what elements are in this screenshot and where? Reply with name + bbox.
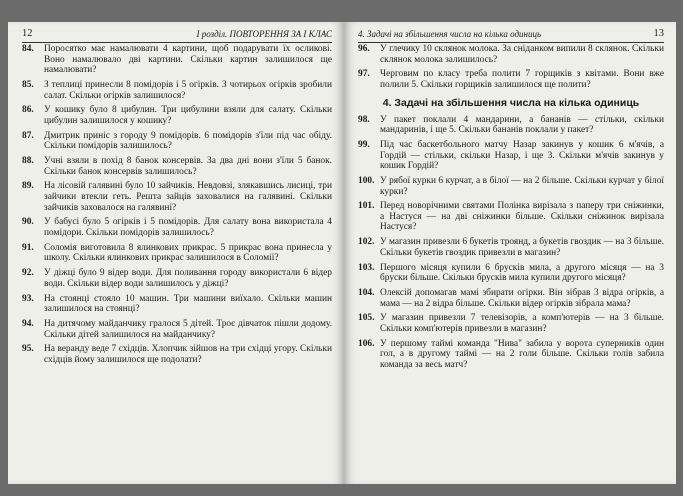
problem-104 (358, 288, 664, 309)
problem-number: 89. (22, 181, 34, 192)
problem-102 (358, 237, 664, 258)
problem-number: 97. (358, 69, 370, 80)
problem-text: На стоянці стояло 10 машин. Три машини виїхало. Скільки машин залишилося на стоянці? (44, 293, 332, 315)
problem-number: 93. (22, 293, 34, 304)
problem-88 (22, 156, 332, 177)
problem-93 (22, 294, 332, 315)
problem-text: З теплиці принесли 8 помідорів і 5 огірків. З чотирьох огірків зробили салат. Скільки огірків залишилося? (44, 79, 332, 101)
problem-number: 90. (22, 217, 34, 228)
right-page (344, 22, 676, 484)
problem-103 (358, 263, 664, 284)
problem-99 (358, 140, 664, 172)
problem-98 (358, 115, 664, 136)
problem-number: 104. (358, 288, 375, 298)
problem-91 (22, 243, 332, 264)
problem-text: У пакет поклали 4 мандарини, а бананів — стільки, скільки мандаринів, і ще 5. Скільки бананів поклали у пакет? (380, 114, 664, 136)
problem-number: 86. (22, 105, 34, 116)
problem-105 (358, 313, 664, 334)
problem-text: Соломія виготовила 8 ялинкових прикрас. 5 прикрас вона принесла у школу. Скільки ялинкових прикрас залишилося в Соломії? (44, 242, 332, 264)
problem-101 (358, 201, 664, 233)
problem-text: Черговим по класу треба полити 7 горщиків з квітами. Вони вже полили 5. Скільки горщиків залишилося ще полити? (380, 69, 664, 90)
problem-97 (358, 69, 664, 90)
problem-89 (22, 181, 332, 213)
left-page-header (22, 28, 332, 43)
problem-87 (22, 131, 332, 152)
problem-number: 85. (22, 79, 34, 90)
problem-96 (358, 44, 664, 65)
problem-text: Першого місяця купили 6 брусків мила, а другого місяця — на 3 бруски більше. Скільки брусків мила купили другого місяця? (380, 262, 664, 284)
problem-text: У кошику було 8 цибулин. Три цибулини взяли для салату. Скільки цибулин залишилося у кошику? (44, 105, 332, 126)
running-title: 4. Задачі на збільшення числа на кілька одиниць (358, 29, 542, 39)
problem-100 (358, 176, 664, 197)
right-page-content (358, 44, 664, 375)
problem-86 (22, 105, 332, 126)
problem-90 (22, 217, 332, 238)
problem-text: На лісовій галявині було 10 зайчиків. Невдовзі, злякавшись лисиці, три зайчики втекли геть. Решта зайців заховалися на галявині. Скільки зайчиків заховалося на галявині? (44, 181, 332, 213)
page-number: 12 (22, 28, 33, 39)
running-title: І розділ. ПОВТОРЕННЯ ЗА І КЛАС (196, 29, 332, 39)
problem-number: 96. (358, 44, 370, 54)
problem-text: На веранду веде 7 східців. Хлопчик зійшов на три східці угору. Скільки східців йому залишилося ще подолати? (44, 344, 332, 365)
problem-text: Поросятко має намалювати 4 картини, щоб подарувати їх осликові. Воно намалювало дві картини. Скільки картин залишилося ще намалювати? (44, 44, 332, 76)
problem-text: У глечику 10 склянок молока. За сніданком випили 8 склянок. Скільки склянок молока залишилось? (380, 44, 664, 65)
problem-text: Перед новорічними святами Полінка вирізала з паперу три сніжинки, а Настуся — на дві сніжинки більше. Скільки сніжинок вирізала Настуся? (380, 201, 664, 233)
problem-number: 92. (22, 268, 34, 279)
right-page-header (358, 28, 664, 43)
problem-text: У магазин привезли 7 телевізорів, а комп'ютерів — на 3 більше. Скільки комп'ютерів привезли в магазин? (380, 313, 664, 334)
problem-number: 94. (22, 318, 34, 329)
problem-text: Олексій допомагав мамі збирати огірки. Він зібрав 3 відра огірків, а мама — на 2 відра більше. Скільки відер огірків зібрала мама? (380, 288, 664, 309)
page-number: 13 (653, 28, 664, 39)
problem-number: 88. (22, 156, 34, 167)
problem-text: У магазин привезли 6 букетів троянд, а букетів гвоздик — на 3 більше. Скільки букетів гвоздик привезли в магазин? (380, 237, 664, 258)
section-title: 4. Задачі на збільшення числа на кілька одиниць (382, 96, 640, 109)
problem-84 (22, 44, 332, 76)
problem-text: На дитячому майданчику гралося 5 дітей. Троє дівчаток пішли додому. Скільки дітей залишилося на майданчику? (44, 318, 332, 340)
problem-number: 106. (358, 338, 375, 349)
problem-text: Дмитрик приніс з городу 9 помідорів. 6 помідорів з'їли під час обіду. Скільки помідорів залишилось? (44, 130, 332, 152)
problem-106 (358, 339, 664, 371)
problem-text: Учні взяли в похід 8 банок консервів. За два дні вони з'їли 5 банок. Скільки банок консервів залишилось? (44, 156, 332, 177)
problem-number: 101. (358, 201, 375, 212)
problem-94 (22, 319, 332, 340)
problem-number: 100. (358, 175, 375, 186)
problem-95 (22, 344, 332, 365)
book-spread (8, 22, 676, 484)
problem-number: 99. (358, 139, 370, 150)
problem-number: 102. (358, 237, 375, 248)
problem-text: Під час баскетбольного матчу Назар закинув у кошик 6 м'ячів, а Гордій — стільки, скільки Назар, і ще 3. Скільки м'ячів закинув у кошик Гордій? (380, 139, 664, 172)
problem-text: У бабусі було 5 огірків і 5 помідорів. Для салату вона використала 4 помідори. Скільки помідорів залишилось? (44, 217, 332, 239)
problem-92 (22, 268, 332, 289)
left-page (8, 22, 344, 484)
problem-number: 95. (22, 344, 34, 355)
left-page-content (22, 44, 332, 370)
problem-85 (22, 80, 332, 101)
problem-text: У діжці було 9 відер води. Для поливання городу використали 6 відер води. Скільки відер води залишилось у діжці? (44, 268, 332, 289)
problem-text: У рябої курки 6 курчат, а в білої — на 2 більше. Скільки курчат у білої курки? (380, 175, 664, 197)
problem-number: 87. (22, 130, 34, 141)
problem-text: У першому таймі команда "Нива" забила у ворота суперників один гол, а в другому таймі — на 2 голи більше. Скільки голів забила команда за весь матч? (380, 338, 664, 370)
problem-number: 103. (358, 262, 375, 273)
problem-number: 98. (358, 114, 370, 125)
problem-number: 91. (22, 242, 34, 253)
problem-number: 105. (358, 313, 375, 324)
problem-number: 84. (22, 44, 34, 54)
